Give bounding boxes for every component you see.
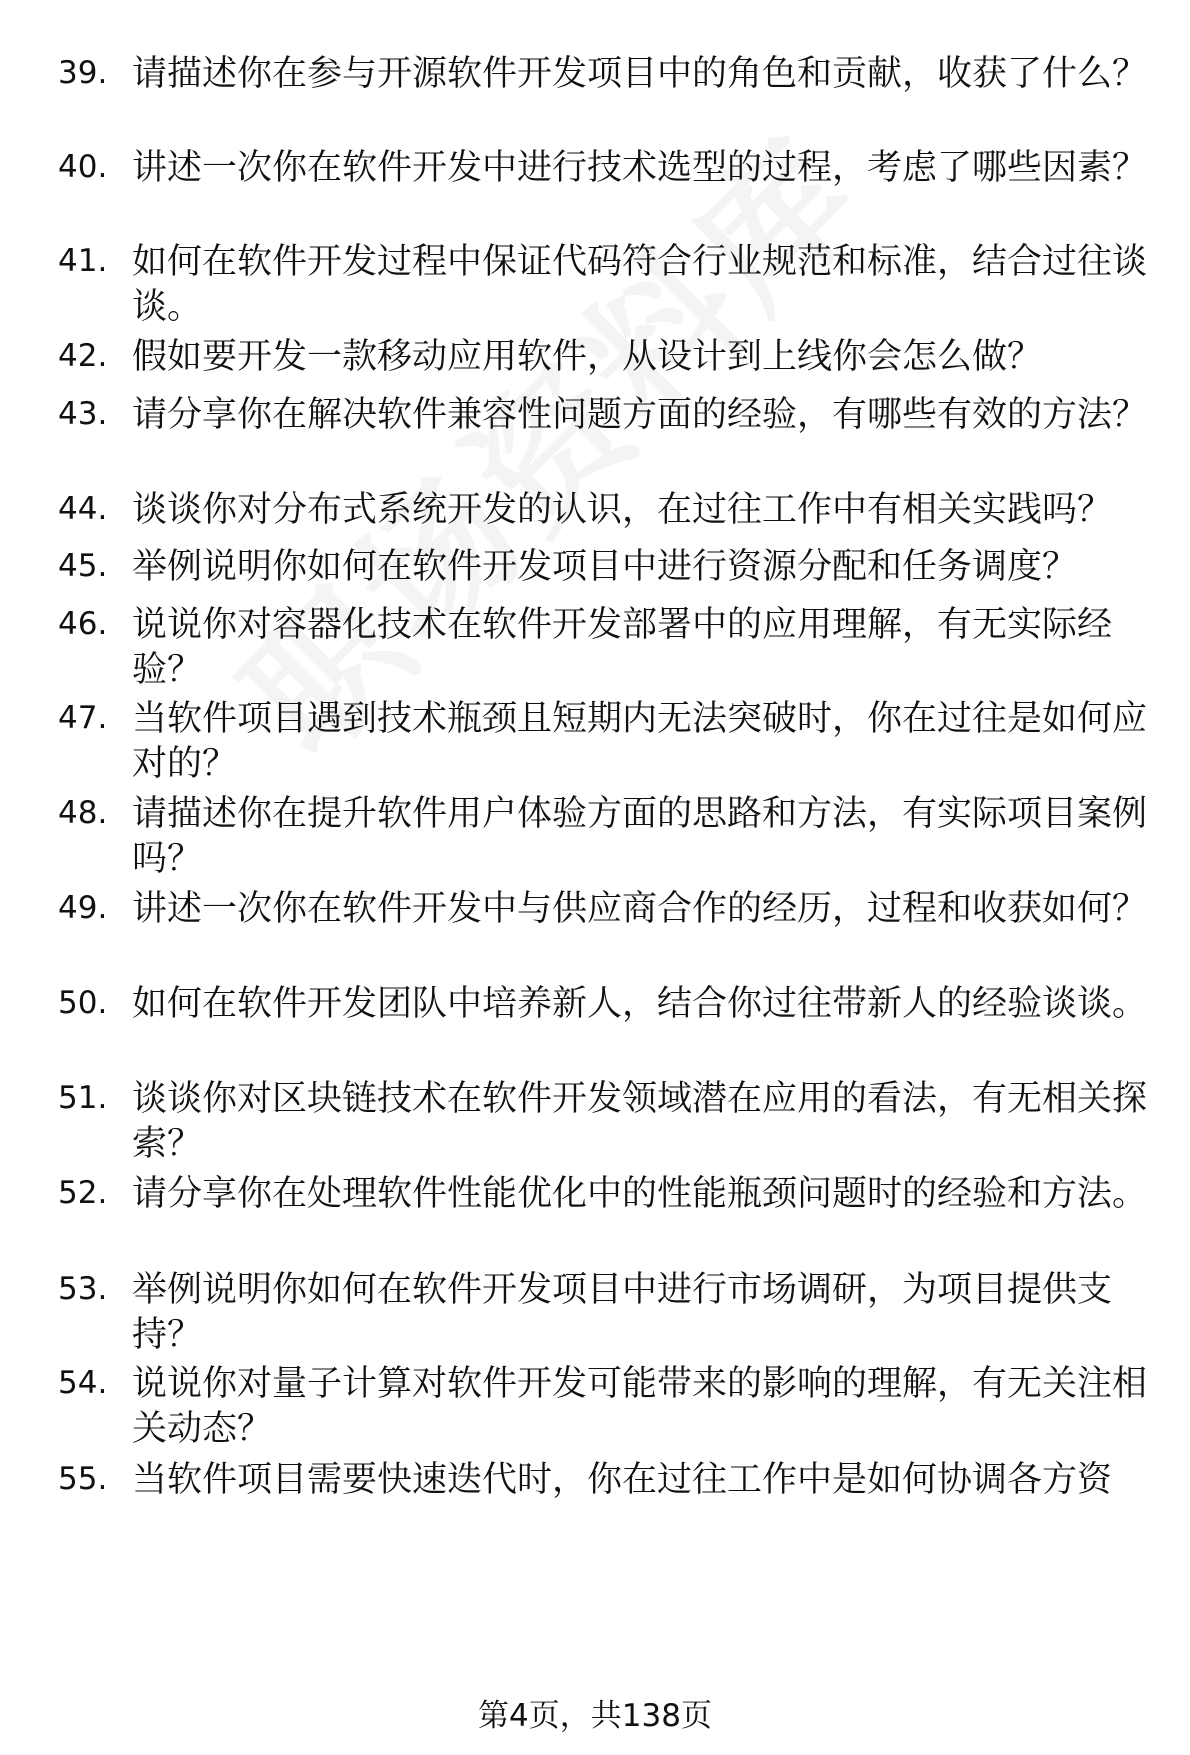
question-text: 当软件项目遇到技术瓶颈且短期内无法突破时，你在过往是如何应对的？ — [132, 699, 1148, 784]
question-number: 50. — [58, 985, 108, 1021]
question-number: 45. — [58, 548, 108, 584]
question-text: 举例说明你如何在软件开发项目中进行资源分配和任务调度？ — [132, 547, 1078, 587]
question-item — [0, 792, 1190, 902]
question-item — [0, 1172, 1190, 1282]
question-number: 55. — [58, 1461, 108, 1497]
question-number: 47. — [58, 700, 108, 736]
question-text: 请分享你在处理软件性能优化中的性能瓶颈问题时的经验和方法。 — [132, 1174, 1148, 1214]
question-number: 53. — [58, 1271, 108, 1307]
question-number: 46. — [58, 606, 108, 642]
question-text: 当软件项目需要快速迭代时，你在过往工作中是如何协调各方资 — [132, 1460, 1113, 1500]
question-text: 谈谈你对分布式系统开发的认识，在过往工作中有相关实践吗？ — [132, 490, 1113, 530]
question-item — [0, 1077, 1190, 1187]
question-number: 44. — [58, 491, 108, 527]
question-item — [0, 393, 1190, 503]
question-text: 说说你对容器化技术在软件开发部署中的应用理解，有无实际经验？ — [132, 605, 1113, 690]
question-number: 42. — [58, 338, 108, 374]
question-item — [0, 697, 1190, 807]
question-number: 54. — [58, 1365, 108, 1401]
page-footer: 第4页，共138页 — [478, 1698, 712, 1734]
question-item — [0, 982, 1190, 1092]
question-number: 51. — [58, 1080, 108, 1116]
question-number: 52. — [58, 1175, 108, 1211]
question-text: 如何在软件开发过程中保证代码符合行业规范和标准，结合过往谈谈。 — [132, 242, 1148, 327]
question-text: 请描述你在参与开源软件开发项目中的角色和贡献，收获了什么？ — [132, 54, 1148, 94]
question-number: 40. — [58, 149, 108, 185]
question-number: 48. — [58, 795, 108, 831]
question-text: 讲述一次你在软件开发中进行技术选型的过程，考虑了哪些因素？ — [132, 148, 1148, 188]
question-number: 43. — [58, 396, 108, 432]
question-number: 39. — [58, 55, 108, 91]
question-text: 举例说明你如何在软件开发项目中进行市场调研，为项目提供支持？ — [132, 1270, 1113, 1355]
question-item — [0, 1458, 1190, 1568]
question-text: 如何在软件开发团队中培养新人，结合你过往带新人的经验谈谈。 — [132, 984, 1148, 1024]
question-text: 请分享你在解决软件兼容性问题方面的经验，有哪些有效的方法？ — [132, 395, 1148, 435]
question-item — [0, 240, 1190, 350]
question-number: 41. — [58, 243, 108, 279]
question-item — [0, 887, 1190, 997]
question-text: 谈谈你对区块链技术在软件开发领域潜在应用的看法，有无相关探索？ — [132, 1079, 1148, 1164]
question-text: 说说你对量子计算对软件开发可能带来的影响的理解，有无关注相关动态？ — [132, 1364, 1148, 1449]
question-text: 请描述你在提升软件用户体验方面的思路和方法，有实际项目案例吗？ — [132, 794, 1148, 879]
question-item — [0, 1362, 1190, 1472]
question-text: 假如要开发一款移动应用软件，从设计到上线你会怎么做？ — [132, 337, 1043, 377]
question-number: 49. — [58, 890, 108, 926]
question-text: 讲述一次你在软件开发中与供应商合作的经历，过程和收获如何？ — [132, 889, 1148, 929]
